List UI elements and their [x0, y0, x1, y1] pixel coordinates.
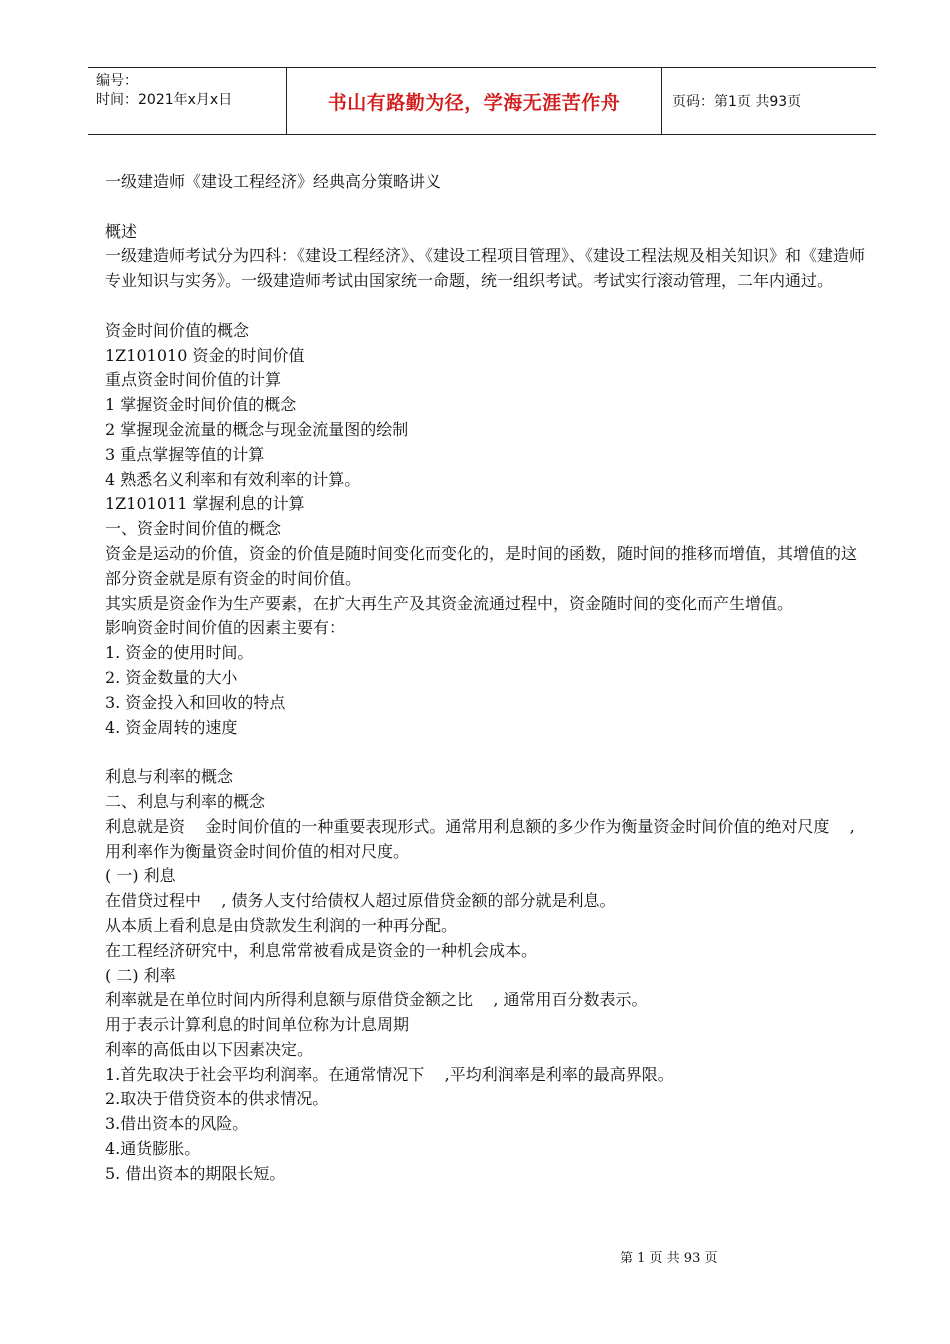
text-line: 在借贷过程中 , 债务人支付给债权人超过原借贷金额的部分就是利息。: [105, 891, 616, 911]
doc-title: 一级建造师《建设工程经济》经典高分策略讲义: [105, 172, 442, 191]
header-page-info: 页码：第1页 共93页: [672, 94, 802, 110]
text-line: 影响资金时间价值的因素主要有：: [105, 618, 346, 638]
text-line: 一、资金时间价值的概念: [105, 519, 282, 539]
header-meta: [88, 68, 287, 134]
header-motto: 书山有路勤为径，学海无涯苦作舟: [287, 68, 662, 134]
text-line: 3 重点掌握等值的计算: [105, 444, 265, 464]
text-line: 2. 资金数量的大小: [105, 667, 238, 687]
page-footer: 第 1 页 共 93 页: [620, 1251, 718, 1266]
text-line: 1 掌握资金时间价值的概念: [105, 395, 297, 415]
text-line: 资金时间价值的概念: [105, 320, 250, 340]
text-line: 1.首先取决于社会平均利润率。在通常情况下 ,平均利润率是利率的最高界限。: [105, 1064, 674, 1084]
text-line: 利息就是资 金时间价值的一种重要表现形式。通常用利息额的多少作为衡量资金时间价值的绝对尺度 , 用利率作为衡量资金时间价值的相对尺度。: [105, 816, 860, 861]
text-line: 2.取决于借贷资本的供求情况。: [105, 1089, 329, 1109]
text-line: 3. 资金投入和回收的特点: [105, 692, 286, 712]
text-line: ( 二) 利率: [105, 965, 176, 985]
text-line: 4.通货膨胀。: [105, 1139, 201, 1159]
text-line: 利率就是在单位时间内所得利息额与原借贷金额之比 , 通常用百分数表示。: [105, 990, 648, 1010]
overview-heading: 概述: [105, 221, 138, 241]
text-line: 二、利息与利率的概念: [105, 791, 266, 811]
doc-number-label: 编号：: [96, 73, 138, 89]
text-line: 1. 资金的使用时间。: [105, 643, 254, 663]
section-time-value: [105, 319, 865, 741]
text-line: 1Z101011 掌握利息的计算: [105, 494, 305, 514]
text-line: 重点资金时间价值的计算: [105, 370, 282, 390]
section-interest: [105, 765, 865, 1187]
document-header: [88, 67, 876, 135]
text-line: 1Z101010 资金的时间价值: [105, 345, 305, 365]
text-line: 在工程经济研究中，利息常常被看成是资金的一种机会成本。: [105, 940, 538, 960]
text-line: 其实质是资金作为生产要素，在扩大再生产及其资金流通过程中，资金随时间的变化而产生增值。: [105, 593, 794, 613]
text-line: 用于表示计算利息的时间单位称为计息周期: [105, 1015, 410, 1035]
text-line: 资金是运动的价值，资金的价值是随时间变化而变化的，是时间的函数，随时间的推移而增值，其增值的这部分资金就是原有资金的时间价值。: [105, 543, 858, 588]
text-line: 4 熟悉名义利率和有效利率的计算。: [105, 469, 361, 489]
overview-paragraph: 一级建造师考试分为四科：《建设工程经济》、《建设工程项目管理》、《建设工程法规及相关知识》和《建造师专业知识与实务》。一级建造师考试由国家统一命题，统一组织考试。考试实行滚动管理，二年内通过。: [105, 246, 866, 291]
text-line: 4. 资金周转的速度: [105, 717, 238, 737]
text-line: 利率的高低由以下因素决定。: [105, 1039, 314, 1059]
doc-time-label: 时间：2021年x月x日: [96, 92, 233, 108]
text-line: ( 一) 利息: [105, 866, 176, 886]
text-line: 3.借出资本的风险。: [105, 1114, 249, 1134]
text-line: 利息与利率的概念: [105, 767, 234, 787]
document-body: [105, 170, 865, 1187]
text-line: 2 掌握现金流量的概念与现金流量图的绘制: [105, 419, 409, 439]
text-line: 从本质上看利息是由贷款发生利润的一种再分配。: [105, 915, 458, 935]
text-line: 5. 借出资本的期限长短。: [105, 1163, 286, 1183]
